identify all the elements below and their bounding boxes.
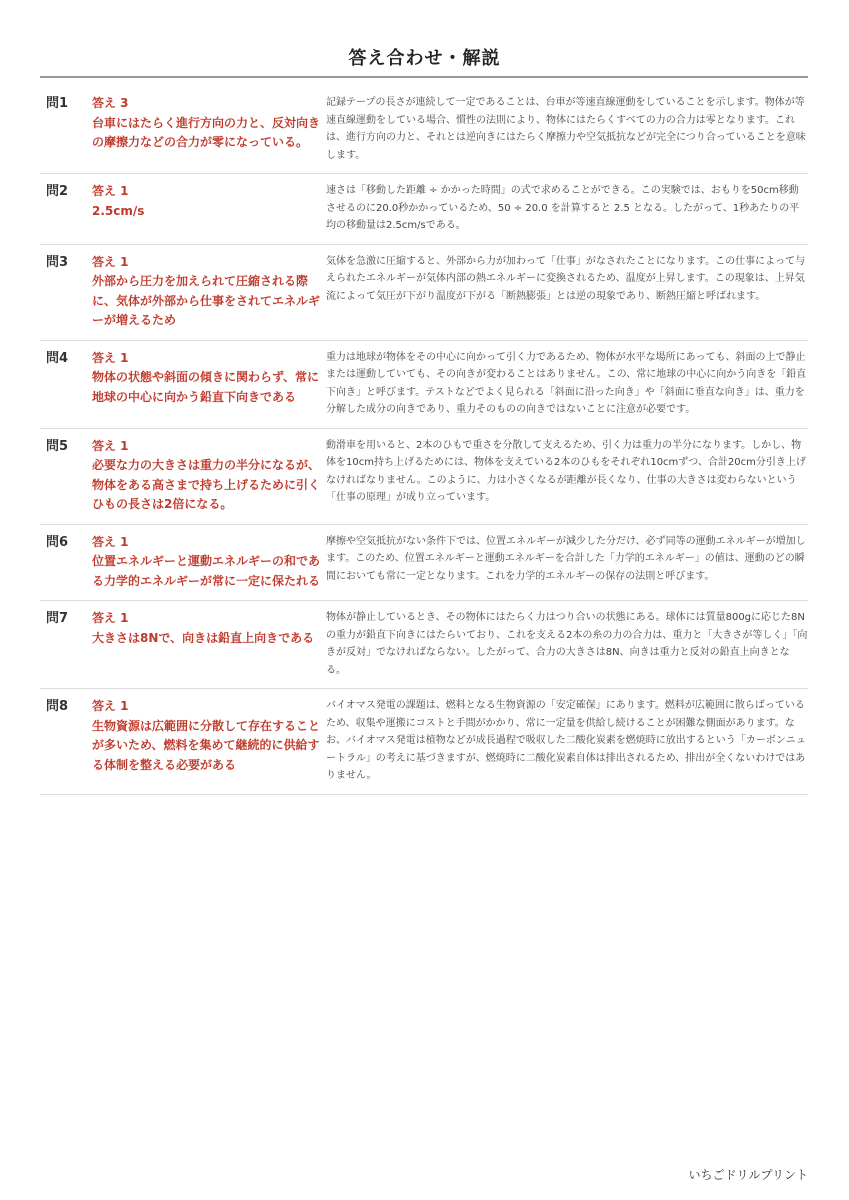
answer-cell (92, 609, 326, 679)
answer-cell (92, 349, 326, 419)
answer-row (40, 86, 808, 174)
answer-choice: 答え 3 (92, 96, 129, 110)
question-number: 問4 (46, 350, 69, 366)
footer-credit: いちごドリルプリント (688, 1168, 808, 1182)
answer-text: 大きさは8Nで、向きは鉛直上向きである (92, 630, 315, 645)
answer-choice: 答え 1 (92, 184, 129, 198)
question-number: 問2 (46, 184, 69, 199)
answer-choice: 答え 1 (92, 699, 129, 713)
answer-row (40, 174, 808, 245)
answer-cell (92, 533, 326, 592)
answer-text: 物体の状態や斜面の傾きに関わらず、常に地球の中心に向かう鉛直下向きである (92, 370, 320, 404)
answer-cell (92, 94, 326, 164)
answer-row (40, 601, 808, 689)
explanation-text: 摩擦や空気抵抗がない条件下では、位置エネルギーが減少した分だけ、必ず同等の運動エネルギーが増加します。このため、位置エネルギーと運動エネルギーを合計した「力学的エネルギー」の値は、運動のどの瞬間においても常に一定となります。これを力学的エネルギーの保存の法則と呼びます。 (326, 535, 806, 582)
explanation-text: 重力は地球が物体をその中心に向かって引く力であるため、物体が水平な場所にあっても、斜面の上で静止または運動していても、その向きが変わることはありません。この、常に地球の中心に向かう向きを「鉛直下向き」と呼びます。テストなどでよく見られる「斜面に沿った向き」や「斜面に垂直な向き」は、重力を分解した成分の向きであり、重力そのものの向きではないことに注意が必要です。 (326, 351, 807, 415)
answer-cell (92, 253, 326, 331)
answer-text: 外部から圧力を加えられて圧縮される際に、気体が外部から仕事をされてエネルギーが増えるため (92, 274, 321, 327)
answer-text: 生物資源は広範囲に分散して存在することが多いため、燃料を集めて継続的に供給する体制を整える必要がある (92, 718, 321, 772)
answer-text: 台車にはたらく進行方向の力と、反対向きの摩擦力などの合力が零になっている。 (92, 115, 321, 149)
answer-text: 2.5cm/s (92, 203, 145, 218)
answer-text: 位置エネルギーと運動エネルギーの和である力学的エネルギーが常に一定に保たれる (92, 554, 321, 588)
answer-cell (92, 182, 326, 235)
answer-choice: 答え 1 (92, 611, 129, 625)
answer-cell (92, 697, 326, 785)
page-title: 答え合わせ・解説 (348, 48, 501, 69)
question-number: 問7 (46, 611, 69, 626)
answer-text: 必要な力の大きさは重力の半分になるが、物体をある高さまで持ち上げるために引くひもの長さは2倍になる。 (92, 458, 321, 511)
question-number: 問8 (46, 699, 69, 714)
question-number: 問5 (46, 438, 69, 454)
answer-list (40, 86, 808, 795)
title-divider (40, 76, 808, 78)
explanation-text: 速さは「移動した距離 ÷ かかった時間」の式で求めることができる。この実験では、おもりを50cm移動させるのに20.0秒かかっているため、50 ÷ 20.0 を計算すると 2.5 となる。したがって、1秒あたりの平均の移動量は2.5cm/sである。 (326, 185, 800, 231)
explanation-text: 物体が静止しているとき、その物体にはたらく力はつり合いの状態にある。球体には質量800gに応じた8Nの重力が鉛直下向きにはたらいており、これを支える2本の糸の力の合力は、重力と「大きさが等しく」「向きが反対」でなければならない。したがって、合力の大きさは8N、向きは重力と反対の鉛直上向きとなる。 (326, 612, 808, 676)
answer-row (40, 689, 808, 795)
explanation-text: 記録テープの長さが連続して一定であることは、台車が等速直線運動をしていることを示します。物体が等速直線運動をしている場合、慣性の法則により、物体にはたらくすべての力の合力は零となります。これは、進行方向の力と、それとは逆向きにはたらく摩擦力や空気抵抗などが完全につり合っていることを意味します。 (326, 97, 806, 161)
question-number: 問3 (46, 254, 69, 270)
answer-row (40, 525, 808, 602)
explanation-text: 動滑車を用いると、2本のひもで重さを分散して支えるため、引く力は重力の半分になります。しかし、物体を10cm持ち上げるためには、物体を支えている2本のひもをそれぞれ10cmずつ、合計20cm分引き上げなければなりません。このように、力は小さくなるが距離が長くなり、仕事の大きさは変わらないという「仕事の原理」が成り立っています。 (326, 439, 806, 503)
answer-choice: 答え 1 (92, 254, 129, 269)
answer-choice: 答え 1 (92, 350, 129, 365)
answer-choice: 答え 1 (92, 438, 129, 453)
answer-choice: 答え 1 (92, 534, 129, 549)
explanation-text: バイオマス発電の課題は、燃料となる生物資源の「安定確保」にあります。燃料が広範囲に散らばっているため、収集や運搬にコストと手間がかかり、常に一定量を供給し続けることが困難な側面があります。なお、バイオマス発電は植物などが成長過程で吸収した二酸化炭素を燃焼時に放出するという「カーボンニュートラル」の考えに基づきますが、燃焼時に二酸化炭素自体は排出されるため、排出が全くないわけではありません。 (326, 700, 806, 781)
answer-row (40, 245, 808, 341)
answer-cell (92, 437, 326, 515)
answer-row (40, 429, 808, 525)
answer-row (40, 341, 808, 429)
question-number: 問1 (46, 96, 69, 111)
question-number: 問6 (46, 534, 69, 550)
explanation-text: 気体を急激に圧縮すると、外部から力が加わって「仕事」がなされたことになります。この仕事によって与えられたエネルギーが気体内部の熱エネルギーに変換されるため、温度が上昇します。この現象は、上昇気流によって気圧が下がり温度が下がる「断熱膨張」とは逆の現象であり、断熱圧縮と呼ばれます。 (326, 255, 806, 302)
